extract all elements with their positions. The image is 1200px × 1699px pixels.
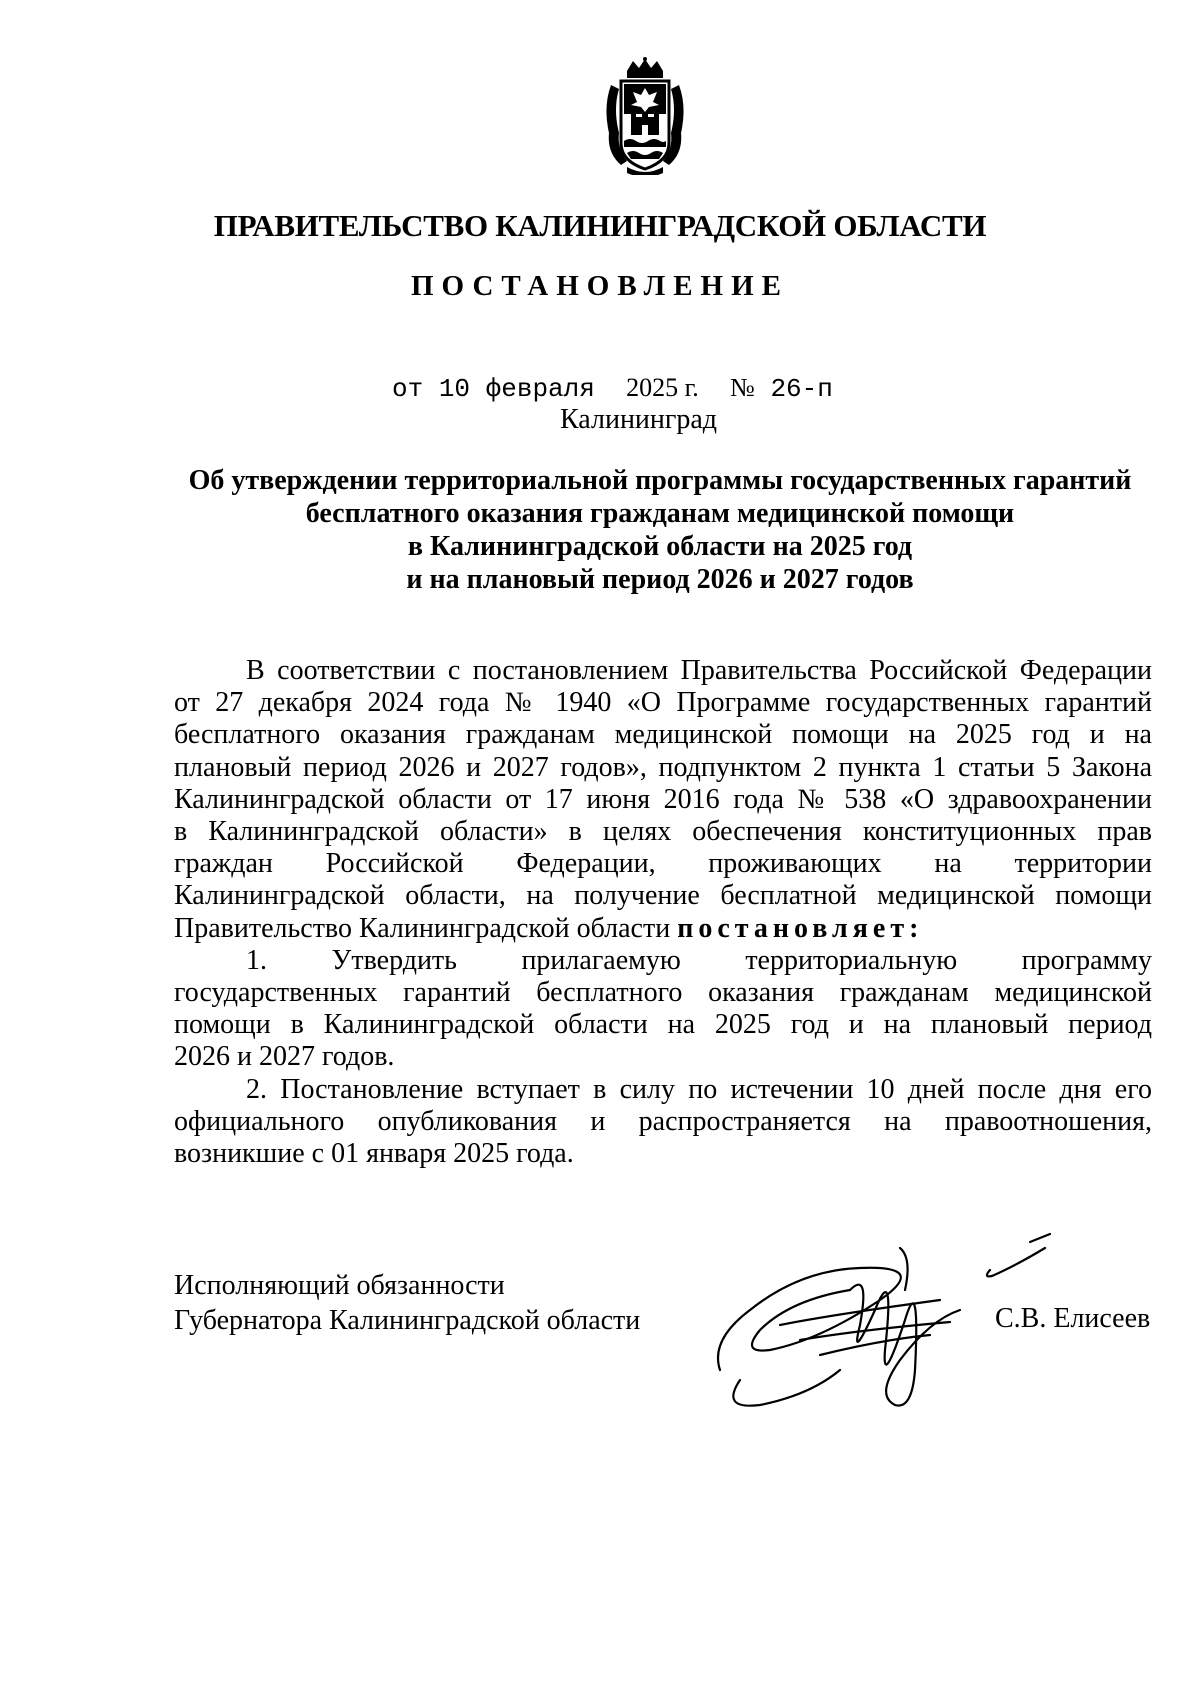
- position-line: Исполняющий обязанности: [174, 1270, 505, 1301]
- item-2-line: официального опубликования и распространяется на правоотношения,: [174, 1105, 1152, 1137]
- body-line: от 27 декабря 2024 года № 1940 «О Программе государственных гарантий: [174, 687, 1152, 719]
- item-1-line: 2026 и 2027 годов.: [174, 1041, 395, 1073]
- subject-line: Об утверждении территориальной программы государственных гарантий: [188, 465, 1132, 496]
- body-line: в Калининградской области» в целях обеспечения конституционных прав: [174, 816, 1152, 848]
- document-body: [174, 655, 1152, 1170]
- decree-lead: Правительство Калининградской области: [174, 912, 671, 944]
- body-line: плановый период 2026 и 2027 годов», подпунктом 2 пункта 1 статьи 5 Закона: [174, 751, 1152, 783]
- subject-line: бесплатного оказания гражданам медицинской помощи: [305, 498, 1015, 529]
- body-line: Калининградской области, на получение бесплатной медицинской помощи: [174, 880, 1152, 912]
- body-line: В соответствии с постановлением Правительства Российской Федерации: [246, 655, 1152, 686]
- city-name: Калининград: [560, 404, 718, 435]
- body-line: граждан Российской Федерации, проживающих на территории: [174, 848, 1152, 880]
- document-type: ПОСТАНОВЛЕНИЕ: [410, 270, 789, 302]
- date-number-line: [392, 373, 833, 404]
- decree-word: постановляет:: [677, 912, 924, 944]
- coat-of-arms-icon: [597, 57, 693, 175]
- decree-line: [174, 913, 1152, 945]
- document-number: 26-п: [770, 374, 833, 404]
- date-prefix: от: [392, 374, 424, 404]
- government-name: ПРАВИТЕЛЬСТВО КАЛИНИНГРАДСКОЙ ОБЛАСТИ: [213, 208, 987, 243]
- item-2-line: 2. Постановление вступает в силу по истечении 10 дней после дня его: [246, 1073, 1152, 1105]
- subject-line: в Калининградской области на 2025 год: [407, 531, 913, 562]
- document-subject: [170, 464, 1150, 596]
- item-1-line: государственных гарантий бесплатного оказания гражданам медицинской: [174, 977, 1152, 1009]
- signatory-position: [174, 1268, 640, 1338]
- number-sign: №: [730, 373, 755, 402]
- item-2-line: возникшие с 01 января 2025 года.: [174, 1138, 574, 1170]
- document-year: 2025 г.: [626, 373, 699, 402]
- item-1-line: 1. Утвердить прилагаемую территориальную программу: [246, 944, 1152, 976]
- subject-line: и на плановый период 2026 и 2027 годов: [406, 564, 914, 595]
- body-line: Калининградской области от 17 июня 2016 года № 538 «О здравоохранении: [174, 783, 1152, 815]
- signatory-name: С.В. Елисеев: [995, 1303, 1151, 1334]
- position-line: Губернатора Калининградской области: [174, 1305, 641, 1336]
- body-line: бесплатного оказания гражданам медицинской помощи на 2025 год и на: [174, 719, 1152, 751]
- document-date: 10 февраля: [438, 374, 595, 404]
- item-1-line: помощи в Калининградской области на 2025 год и на плановый период: [174, 1009, 1152, 1041]
